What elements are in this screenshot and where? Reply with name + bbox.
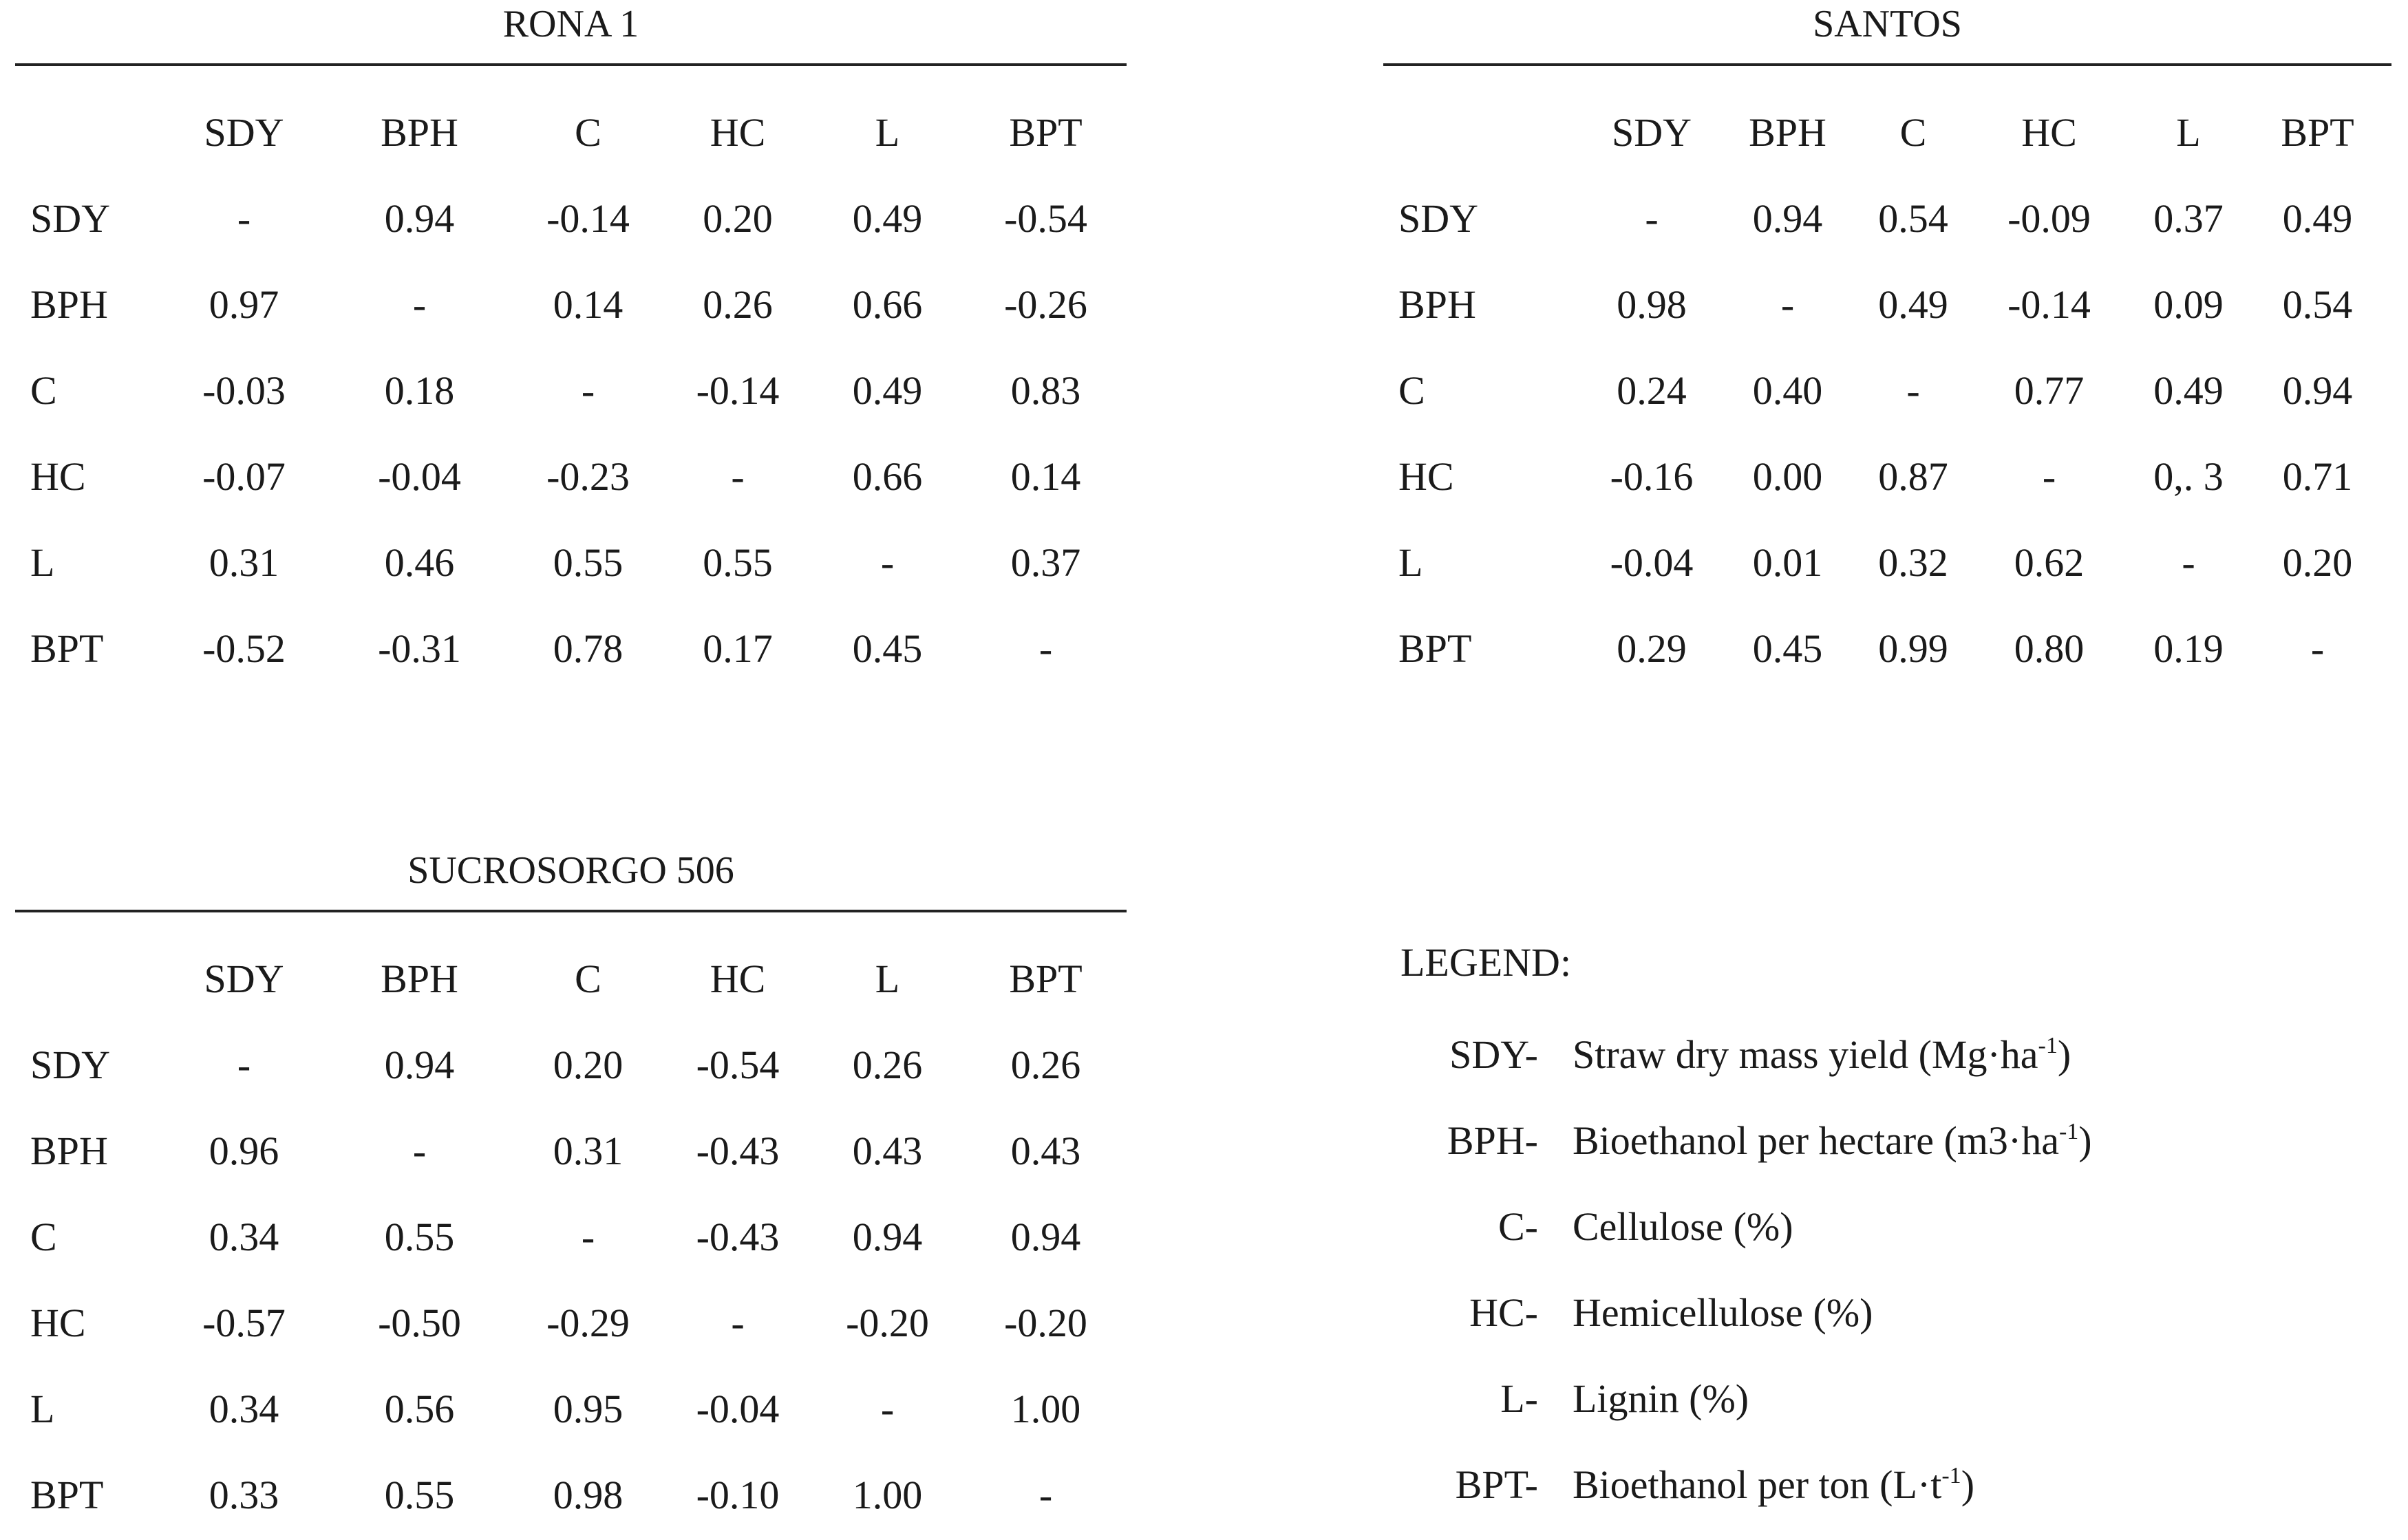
- table-cell: -0.20: [1004, 1301, 1087, 1345]
- table-cell: 0.24: [1617, 368, 1687, 413]
- legend-abbr: BPT-: [1455, 1462, 1538, 1507]
- table-cell: 0.62: [2014, 540, 2085, 585]
- table-cell: -0.43: [696, 1215, 780, 1259]
- legend-tail: ): [1961, 1462, 1975, 1507]
- legend-abbr: BPH-: [1447, 1118, 1538, 1163]
- table-cell: -0.54: [1004, 196, 1087, 241]
- table-cell: -: [731, 1301, 745, 1345]
- table-cell: 0.49: [1878, 282, 1948, 327]
- table-cell: 0.46: [384, 540, 455, 585]
- legend-sup: -1: [1941, 1463, 1961, 1488]
- column-header: BPT: [1009, 110, 1083, 155]
- table-cell: -0.04: [696, 1387, 780, 1431]
- table-row: [1383, 520, 2391, 606]
- table-cell: 0.37: [2153, 196, 2224, 241]
- table-cell: 0.01: [1752, 540, 1823, 585]
- column-header: BPT: [1009, 956, 1083, 1001]
- row-header: L: [30, 540, 55, 585]
- table-cell: -0.20: [846, 1301, 929, 1345]
- row-header: SDY: [30, 1042, 111, 1087]
- table-cell: 0.55: [384, 1473, 455, 1517]
- table-cell: -0.07: [202, 454, 286, 499]
- table-row: [1383, 261, 2391, 347]
- table-cell: 0.54: [2282, 282, 2353, 327]
- row-header: C: [30, 368, 57, 413]
- table-cell: 0.14: [553, 282, 624, 327]
- table-cell: 0.32: [1878, 540, 1948, 585]
- table-cell: 0.40: [1752, 368, 1823, 413]
- legend-sup: -1: [2058, 1119, 2079, 1144]
- legend-item: [1376, 1454, 2271, 1540]
- table-cell: -: [412, 1129, 427, 1173]
- column-header: SDY: [204, 956, 284, 1001]
- row-header: HC: [30, 454, 86, 499]
- column-header: BPH: [381, 956, 458, 1001]
- row-header: L: [30, 1387, 55, 1431]
- table-cell: 0.96: [209, 1129, 279, 1173]
- table-cell: -0.52: [202, 626, 286, 671]
- row-header: HC: [1398, 454, 1454, 499]
- table-cell: -: [412, 282, 427, 327]
- table-cell: 0.20: [2282, 540, 2353, 585]
- corner-cell: [15, 89, 160, 175]
- table-row: [15, 1366, 1127, 1452]
- table-cell: -0.14: [696, 368, 780, 413]
- table-cell: -: [1906, 368, 1920, 413]
- row-header: BPT: [30, 626, 104, 671]
- table-cell: 0.17: [703, 626, 773, 671]
- table-title: RONA 1: [502, 3, 639, 45]
- table-cell: 0.26: [852, 1042, 923, 1087]
- row-header: BPT: [1398, 626, 1472, 671]
- table-cell: 0.94: [852, 1215, 923, 1259]
- legend-desc: [1573, 1282, 1873, 1344]
- table-cell: 0.94: [384, 1042, 455, 1087]
- row-header: C: [1398, 368, 1425, 413]
- corner-cell: [15, 936, 160, 1022]
- correlation-table: [15, 936, 1127, 1538]
- table-row: [1383, 434, 2391, 520]
- row-header: L: [1398, 540, 1423, 585]
- table-cell: 0.49: [852, 368, 923, 413]
- legend-text: Bioethanol per ton (L·t: [1573, 1462, 1942, 1507]
- header-row: [1383, 89, 2391, 175]
- legend-text: Straw dry mass yield (Mg·ha: [1573, 1032, 2038, 1077]
- legend-desc: [1573, 1196, 1793, 1258]
- header-rule: [15, 910, 1127, 912]
- row-header: C: [30, 1215, 57, 1259]
- table-cell: -0.26: [1004, 282, 1087, 327]
- table-cell: -0.09: [2007, 196, 2091, 241]
- table-santos: [1383, 0, 2391, 671]
- table-cell: 0.54: [1878, 196, 1948, 241]
- legend-abbr: HC-: [1469, 1290, 1538, 1335]
- column-header: HC: [2021, 110, 2077, 155]
- column-header: SDY: [204, 110, 284, 155]
- header-row: [15, 89, 1127, 175]
- table-cell: 0.71: [2282, 454, 2353, 499]
- table-cell: 0.19: [2153, 626, 2224, 671]
- table-cell: 1.00: [1010, 1387, 1081, 1431]
- table-cell: 0.78: [553, 626, 624, 671]
- table-cell: 0.14: [1010, 454, 1081, 499]
- row-header: BPH: [30, 1129, 108, 1173]
- legend-abbr: L-: [1500, 1376, 1538, 1421]
- table-cell: -0.29: [546, 1301, 630, 1345]
- row-header: BPT: [30, 1473, 104, 1517]
- column-header: SDY: [1611, 110, 1692, 155]
- row-header: HC: [30, 1301, 86, 1345]
- table-cell: -: [1645, 196, 1659, 241]
- table-cell: -0.54: [696, 1042, 780, 1087]
- legend-desc: [1573, 1368, 1749, 1430]
- table-row: [15, 261, 1127, 347]
- table-cell: 0.43: [852, 1129, 923, 1173]
- legend-item: [1376, 1282, 2271, 1368]
- table-cell: 0.49: [852, 196, 923, 241]
- legend-desc: [1573, 1454, 1974, 1516]
- table-cell: 0.95: [553, 1387, 624, 1431]
- table-cell: -0.57: [202, 1301, 286, 1345]
- legend-item: [1376, 1368, 2271, 1454]
- table-cell: 0.31: [553, 1129, 624, 1173]
- column-header: C: [1899, 110, 1927, 155]
- column-header: BPH: [381, 110, 458, 155]
- table-cell: 0.94: [1752, 196, 1823, 241]
- table-row: [1383, 175, 2391, 261]
- table-cell: 0.98: [553, 1473, 624, 1517]
- table-cell: -: [1038, 626, 1053, 671]
- table-cell: 1.00: [852, 1473, 923, 1517]
- table-cell: 0.26: [1010, 1042, 1081, 1087]
- table-cell: -: [1038, 1473, 1053, 1517]
- table-rona-1: [15, 0, 1127, 671]
- table-cell: 0.99: [1878, 626, 1948, 671]
- table-cell: -: [880, 540, 895, 585]
- table-cell: -0.04: [1610, 540, 1694, 585]
- legend-item: [1376, 1110, 2271, 1196]
- table-cell: 0.00: [1752, 454, 1823, 499]
- legend-text: Lignin (%): [1573, 1376, 1749, 1421]
- table-cell: 0.29: [1617, 626, 1687, 671]
- table-cell: 0.45: [852, 626, 923, 671]
- row-header: SDY: [1398, 196, 1479, 241]
- legend-desc: [1573, 1110, 2092, 1172]
- table-cell: 0.33: [209, 1473, 279, 1517]
- table-row: [15, 347, 1127, 434]
- column-header: BPH: [1749, 110, 1826, 155]
- legend-abbr: C-: [1498, 1204, 1538, 1249]
- table-cell: 0.55: [703, 540, 773, 585]
- table-cell: -0.14: [546, 196, 630, 241]
- header-rule: [15, 63, 1127, 66]
- table-row: [1383, 606, 2391, 692]
- row-header: BPH: [1398, 282, 1476, 327]
- legend-heading: LEGEND:: [1400, 940, 1572, 985]
- table-row: [15, 1280, 1127, 1366]
- header-rule: [1383, 63, 2391, 66]
- table-cell: 0.80: [2014, 626, 2085, 671]
- table-cell: 0.94: [1010, 1215, 1081, 1259]
- table-row: [15, 1452, 1127, 1538]
- table-cell: 0.09: [2153, 282, 2224, 327]
- table-cell: -0.04: [378, 454, 461, 499]
- legend: [1376, 936, 2271, 1514]
- legend-text: Cellulose (%): [1573, 1204, 1793, 1249]
- table-row: [15, 175, 1127, 261]
- table-cell: 0.49: [2282, 196, 2353, 241]
- legend-item: [1376, 1024, 2271, 1110]
- table-cell: 0.34: [209, 1215, 279, 1259]
- table-cell: -0.43: [696, 1129, 780, 1173]
- table-cell: -: [2042, 454, 2056, 499]
- table-row: [15, 520, 1127, 606]
- table-cell: -0.50: [378, 1301, 461, 1345]
- table-cell: 0,. 3: [2153, 454, 2224, 499]
- table-cell: -0.14: [2007, 282, 2091, 327]
- table-row: [15, 606, 1127, 692]
- column-header: L: [875, 956, 900, 1001]
- column-header: C: [575, 110, 601, 155]
- row-header: BPH: [30, 282, 108, 327]
- table-cell: -0.16: [1610, 454, 1694, 499]
- table-row: [1383, 347, 2391, 434]
- table-cell: 0.83: [1010, 368, 1081, 413]
- table-cell: 0.45: [1752, 626, 1823, 671]
- table-cell: 0.94: [384, 196, 455, 241]
- table-cell: -: [237, 196, 251, 241]
- table-cell: 0.87: [1878, 454, 1948, 499]
- table-cell: 0.20: [703, 196, 773, 241]
- legend-abbr: SDY-: [1449, 1032, 1538, 1077]
- column-header: L: [2176, 110, 2201, 155]
- table-cell: -: [731, 454, 745, 499]
- table-cell: 0.34: [209, 1387, 279, 1431]
- header-row: [15, 936, 1127, 1022]
- table-row: [15, 1108, 1127, 1194]
- legend-text: Hemicellulose (%): [1573, 1290, 1873, 1335]
- table-cell: -0.03: [202, 368, 286, 413]
- table-cell: 0.94: [2282, 368, 2353, 413]
- table-cell: -: [880, 1387, 895, 1431]
- table-cell: -0.31: [378, 626, 461, 671]
- table-cell: 0.20: [553, 1042, 624, 1087]
- column-header: C: [575, 956, 601, 1001]
- legend-desc: [1573, 1024, 2071, 1086]
- row-header: SDY: [30, 196, 111, 241]
- correlation-table: [1383, 89, 2391, 692]
- legend-item: [1376, 1196, 2271, 1282]
- table-cell: 0.66: [852, 282, 923, 327]
- table-row: [15, 1022, 1127, 1108]
- table-cell: 0.55: [553, 540, 624, 585]
- table-cell: 0.31: [209, 540, 279, 585]
- table-cell: -0.23: [546, 454, 630, 499]
- correlation-table: [15, 89, 1127, 692]
- table-title: SUCROSORGO 506: [407, 849, 734, 892]
- table-cell: -: [581, 1215, 595, 1259]
- table-row: [15, 434, 1127, 520]
- table-cell: 0.97: [209, 282, 279, 327]
- legend-sup: -1: [2038, 1033, 2058, 1058]
- table-title: SANTOS: [1813, 3, 1962, 45]
- corner-cell: [1383, 89, 1590, 175]
- column-header: L: [875, 110, 900, 155]
- table-cell: 0.18: [384, 368, 455, 413]
- table-cell: -: [2182, 540, 2195, 585]
- table-cell: 0.55: [384, 1215, 455, 1259]
- legend-tail: ): [2057, 1032, 2071, 1077]
- table-cell: -: [2310, 626, 2325, 671]
- table-cell: 0.98: [1617, 282, 1687, 327]
- table-cell: 0.77: [2014, 368, 2085, 413]
- table-cell: -: [1780, 282, 1795, 327]
- column-header: HC: [710, 956, 766, 1001]
- table-cell: 0.43: [1010, 1129, 1081, 1173]
- table-cell: 0.49: [2153, 368, 2224, 413]
- table-cell: 0.37: [1010, 540, 1081, 585]
- column-header: HC: [710, 110, 766, 155]
- table-row: [15, 1194, 1127, 1280]
- table-cell: 0.26: [703, 282, 773, 327]
- table-cell: -: [237, 1042, 251, 1087]
- table-cell: 0.66: [852, 454, 923, 499]
- table-cell: 0.56: [384, 1387, 455, 1431]
- table-cell: -: [581, 368, 595, 413]
- table-sucrosorgo-506: [15, 846, 1127, 1517]
- column-header: BPT: [2281, 110, 2354, 155]
- table-cell: -0.10: [696, 1473, 780, 1517]
- legend-tail: ): [2078, 1118, 2092, 1163]
- legend-text: Bioethanol per hectare (m3·ha: [1573, 1118, 2059, 1163]
